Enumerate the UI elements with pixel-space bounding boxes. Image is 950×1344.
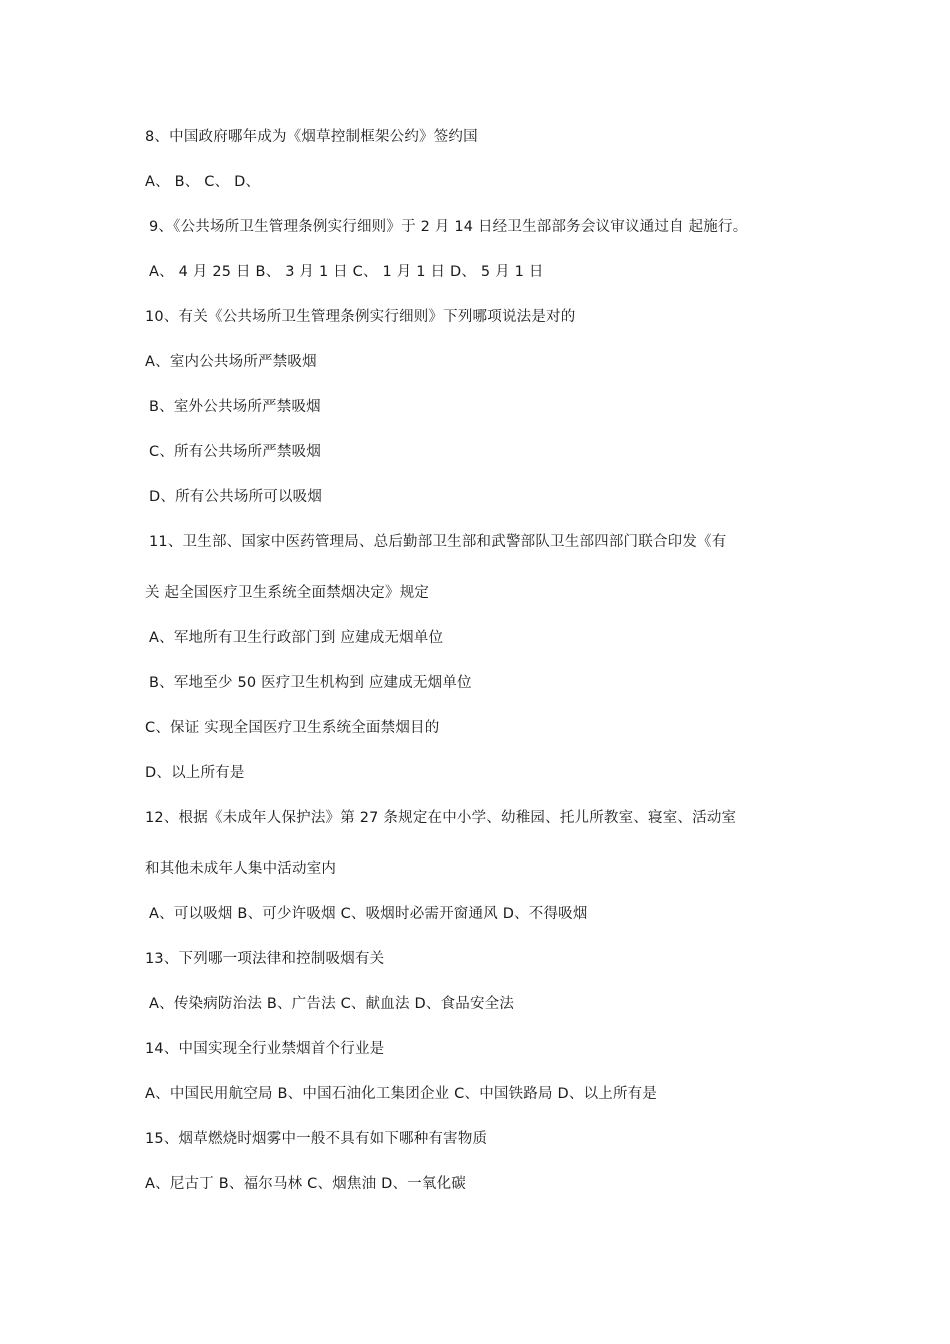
question-11-continued: 关 起全国医疗卫生系统全面禁烟决定》规定 xyxy=(145,585,430,601)
question-13: 13、下列哪一项法律和控制吸烟有关 xyxy=(145,951,385,967)
question-11-option-c: C、保证 实现全国医疗卫生系统全面禁烟目的 xyxy=(145,720,440,736)
question-12-continued: 和其他未成年人集中活动室内 xyxy=(145,861,337,877)
question-10-option-c: C、所有公共场所严禁吸烟 xyxy=(149,444,322,460)
question-9-options: A、 4 月 25 日 B、 3 月 1 日 C、 1 月 1 日 D、 5 月 1 日 xyxy=(149,264,544,280)
question-15-options: A、尼古丁 B、福尔马林 C、烟焦油 D、一氧化碳 xyxy=(145,1176,466,1192)
question-12-options: A、可以吸烟 B、可少许吸烟 C、吸烟时必需开窗通风 D、不得吸烟 xyxy=(149,906,588,922)
question-14-options: A、中国民用航空局 B、中国石油化工集团企业 C、中国铁路局 D、以上所有是 xyxy=(145,1086,658,1102)
question-11-option-a: A、军地所有卫生行政部门到 应建成无烟单位 xyxy=(149,630,444,646)
question-10-option-d: D、所有公共场所可以吸烟 xyxy=(149,489,323,505)
question-14: 14、中国实现全行业禁烟首个行业是 xyxy=(145,1041,385,1057)
question-13-options: A、传染病防治法 B、广告法 C、献血法 D、食品安全法 xyxy=(149,996,515,1012)
question-9: 9、《公共场所卫生管理条例实行细则》于 2 月 14 日经卫生部部务会议审议通过自 起施行。 xyxy=(149,219,748,235)
question-8-options: A、 B、 C、 D、 xyxy=(145,174,261,190)
question-10-option-b: B、室外公共场所严禁吸烟 xyxy=(149,399,321,415)
question-8: 8、中国政府哪年成为《烟草控制框架公约》签约国 xyxy=(145,129,478,145)
question-11: 11、卫生部、国家中医药管理局、总后勤部卫生部和武警部队卫生部四部门联合印发《有 xyxy=(149,534,727,550)
question-11-option-d: D、以上所有是 xyxy=(145,765,245,781)
question-12: 12、根据《未成年人保护法》第 27 条规定在中小学、幼稚园、托儿所教室、寝室、活动室 xyxy=(145,810,737,826)
question-10: 10、有关《公共场所卫生管理条例实行细则》下列哪项说法是对的 xyxy=(145,309,576,325)
question-11-option-b: B、军地至少 50 医疗卫生机构到 应建成无烟单位 xyxy=(149,675,472,691)
question-10-option-a: A、室内公共场所严禁吸烟 xyxy=(145,354,317,370)
question-15: 15、烟草燃烧时烟雾中一般不具有如下哪种有害物质 xyxy=(145,1131,488,1147)
